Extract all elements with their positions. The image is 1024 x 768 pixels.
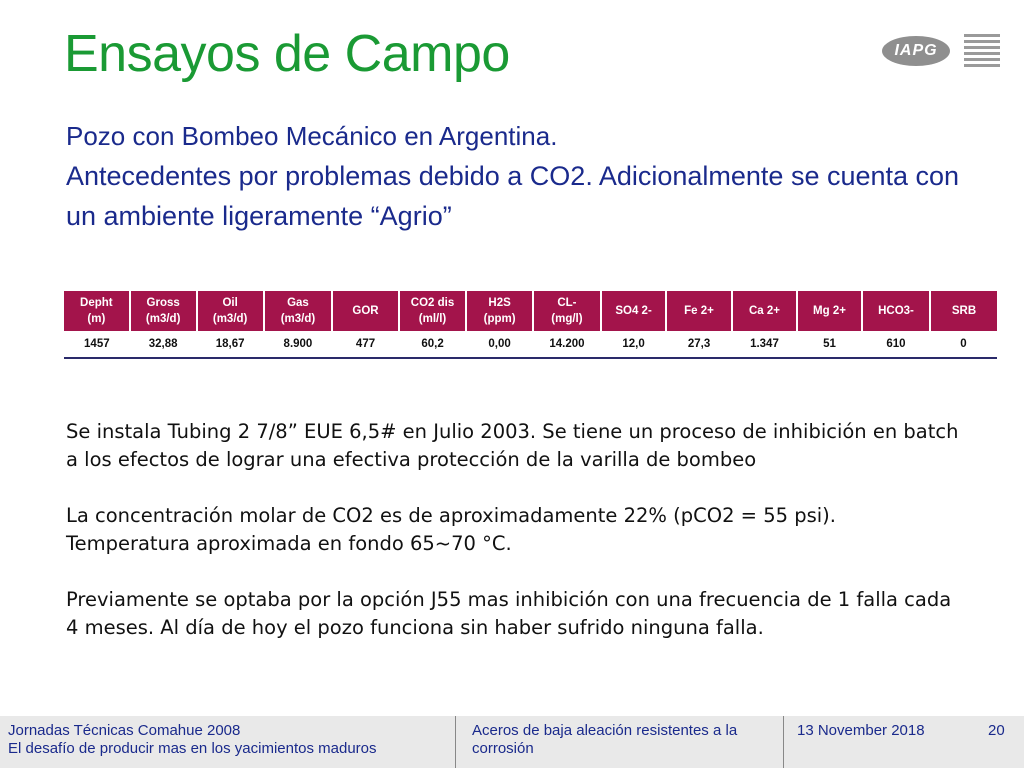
slide-subtitle [66,116,996,236]
table-header-cell [466,291,533,331]
footer-event-line-1: Jornadas Técnicas Comahue 2008 [8,722,241,739]
footer-event [8,722,377,758]
slide-title: Ensayos de Campo [64,25,510,83]
header-cell-line: (m) [87,313,106,325]
well-data-table [64,291,997,359]
header-cell-line: (ml/l) [418,313,447,325]
table-header-cell [64,291,130,331]
paragraph-tubing: Se instala Tubing 2 7/8” EUE 6,5# en Julio 2003. Se tiene un proceso de inhibición en batch a los efectos de lograr una efectiva protección de la varilla de bombeo [66,420,959,471]
header-cell-line: (ppm) [483,313,516,325]
header-cell-line: HCO3- [878,305,914,317]
iapg-logo [882,36,950,66]
header-cell-line: (m3/d) [280,313,316,325]
header-cell-line: (m3/d) [212,313,248,325]
table-header-cell [332,291,399,331]
footer [0,716,1024,768]
table-header-cell [797,291,862,331]
header-cell-line: SRB [951,305,977,317]
logo-text: IAPG [894,42,938,59]
table-header-cell [732,291,797,331]
footer-date: 13 November 2018 [797,722,925,739]
table-cell: 477 [332,331,399,358]
table-header-cell [862,291,930,331]
table-cell: 32,88 [130,331,197,358]
table-cell: 27,3 [666,331,732,358]
footer-divider [783,716,784,768]
table-cell: 0 [930,331,997,358]
header-cell-line: CO2 dis [410,297,455,309]
footer-page-number: 20 [988,722,1005,739]
header-cell-line: Gas [287,297,309,309]
logo-lines-icon [964,34,1000,70]
body-text [66,418,966,670]
table-header-cell [601,291,666,331]
table-cell: 0,00 [466,331,533,358]
header-cell-line: Mg 2+ [813,305,846,317]
table-header-cell [399,291,467,331]
table-cell: 610 [862,331,930,358]
header-cell-line: Fe 2+ [684,305,714,317]
header-cell-line: (m3/d) [145,313,181,325]
table-header-row [64,291,997,331]
table-cell: 60,2 [399,331,467,358]
table-header-cell [666,291,732,331]
table-cell: 51 [797,331,862,358]
table-header-cell [930,291,997,331]
table-header-cell [264,291,333,331]
header-cell-line: Depht [80,297,113,309]
table-cell: 1457 [64,331,130,358]
footer-divider [455,716,456,768]
table-cell: 1.347 [732,331,797,358]
table-header-cell [197,291,264,331]
table-header-cell [130,291,197,331]
header-cell-line: CL- [557,297,577,309]
header-cell-line: GOR [352,305,379,317]
header-cell-line: Ca 2+ [748,305,780,317]
table-row [64,331,997,358]
header-cell-line: H2S [488,297,511,309]
table-body [64,331,997,358]
header-cell-line: Gross [146,297,180,309]
table-cell: 8.900 [264,331,333,358]
paragraph-co2: La concentración molar de CO2 es de aproximadamente 22% (pCO2 = 55 psi). Temperatura aproximada en fondo 65~70 °C. [66,504,836,555]
footer-event-line-2: El desafío de producir mas en los yacimientos maduros [8,740,377,757]
subtitle-line-2: Antecedentes por problemas debido a CO2. Adicionalmente se cuenta con un ambiente ligeramente “Agrio” [66,161,960,231]
footer-topic: Aceros de baja aleación resistentes a la corrosión [472,722,738,757]
header-cell-line: Oil [222,297,238,309]
subtitle-line-1: Pozo con Bombeo Mecánico en Argentina. [66,121,558,151]
header-cell-line: SO4 2- [615,305,652,317]
table-cell: 18,67 [197,331,264,358]
header-cell-line: (mg/l) [551,313,583,325]
table-cell: 12,0 [601,331,666,358]
table-header-cell [533,291,601,331]
table-cell: 14.200 [533,331,601,358]
paragraph-history: Previamente se optaba por la opción J55 mas inhibición con una frecuencia de 1 falla cada 4 meses. Al día de hoy el pozo funciona sin haber sufrido ninguna falla. [66,588,952,639]
